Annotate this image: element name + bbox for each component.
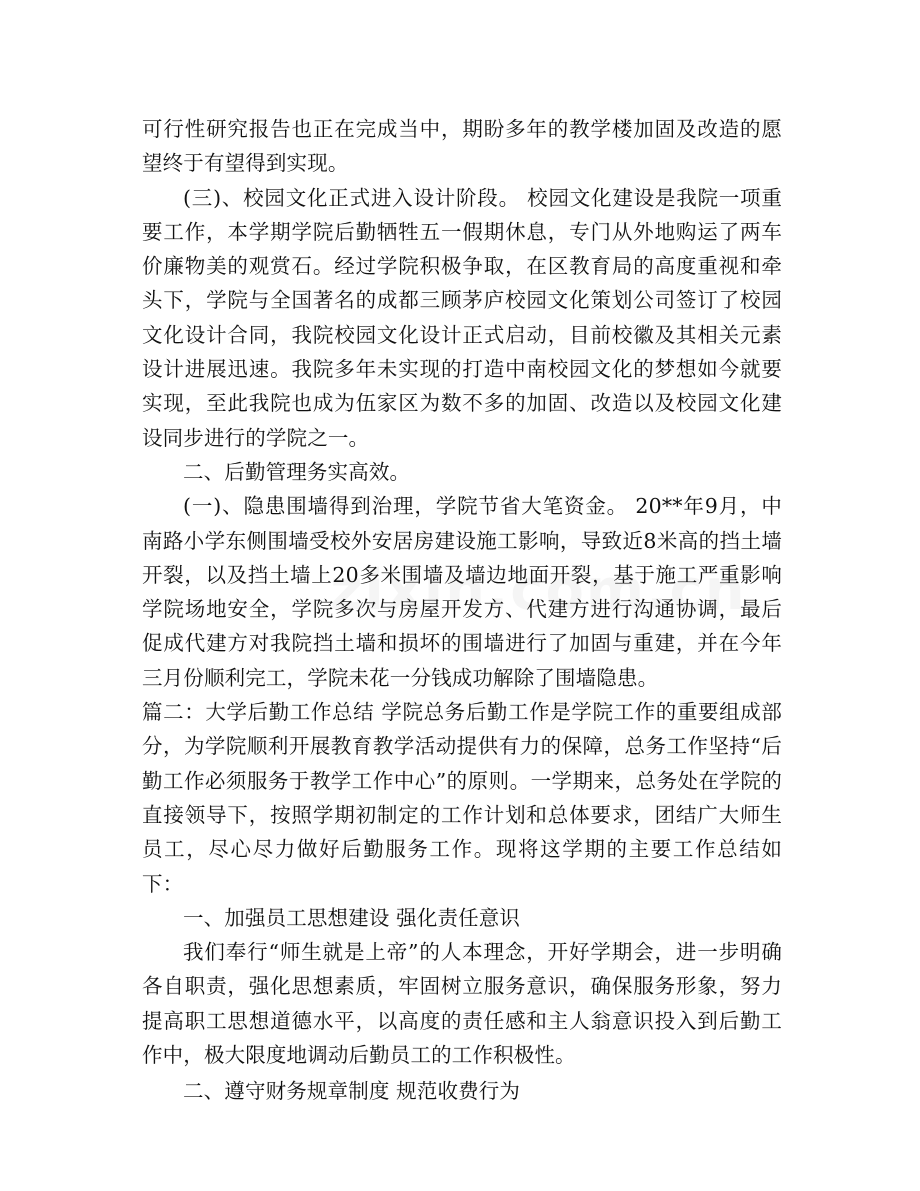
section-heading-logistics: 二、后勤管理务实高效。 xyxy=(183,459,411,484)
paragraph-1: 可行性研究报告也正在完成当中，期盼多年的教学楼加固及改造的愿望终于有望得到实现。 xyxy=(142,117,782,176)
paragraph-4: 篇二：大学后勤工作总结 学院总务后勤工作是学院工作的重要组成部分，为学院顺利开展教育教学活动提供有力的保障，总务工作坚持“后勤工作必须服务于教学工作中心”的原则。一学期来，总务处在学院的直接领导下，按照学期初制定的工作计划和总体要求，团结广大师生员工，尽心尽力做好后勤服务工作。现将这学期的主要工作总结如下： xyxy=(142,700,782,896)
document-page xyxy=(142,112,782,1109)
section-heading-staff: 一、加强员工思想建设 强化责任意识 xyxy=(183,905,521,930)
section-heading-finance: 二、遵守财务规章制度 规范收费行为 xyxy=(183,1079,521,1104)
paragraph-2: (三)、校园文化正式进入设计阶段。 校园文化建设是我院一项重要工作，本学期学院后勤牺牲五一假期休息，专门从外地购运了两车价廉物美的观赏石。经过学院积极争取，在区教育局的高度重视和牵头下，学院与全国著名的成都三顾茅庐校园文化策划公司签订了校园文化设计合同，我院校园文化设计正式启动，目前校徽及其相关元素设计进展迅速。我院多年未实现的打造中南校园文化的梦想如今就要实现，至此我院也成为伍家区为数不多的加固、改造以及校园文化建设同步进行的学院之一。 xyxy=(142,185,782,450)
paragraph-5: 我们奉行“师生就是上帝”的人本理念，开好学期会，进一步明确各自职责，强化思想素质，牢固树立服务意识，确保服务形象，努力提高职工思想道德水平，以高度的责任感和主人翁意识投入到后勤工作中，极大限度地调动后勤员工的工作积极性。 xyxy=(142,940,782,1068)
paragraph-3: (一)、隐患围墙得到治理，学院节省大笔资金。 20**年9月，中南路小学东侧围墙受校外安居房建设施工影响，导致近8米高的挡土墙开裂，以及挡土墙上20多米围墙及墙边地面开裂，基于施工严重影响学院场地安全，学院多次与房屋开发方、代建方进行沟通协调，最后促成代建方对我院挡土墙和损坏的围墙进行了加固与重建，并在今年三月份顺利完工，学院未花一分钱成功解除了围墙隐患。 xyxy=(142,494,782,690)
